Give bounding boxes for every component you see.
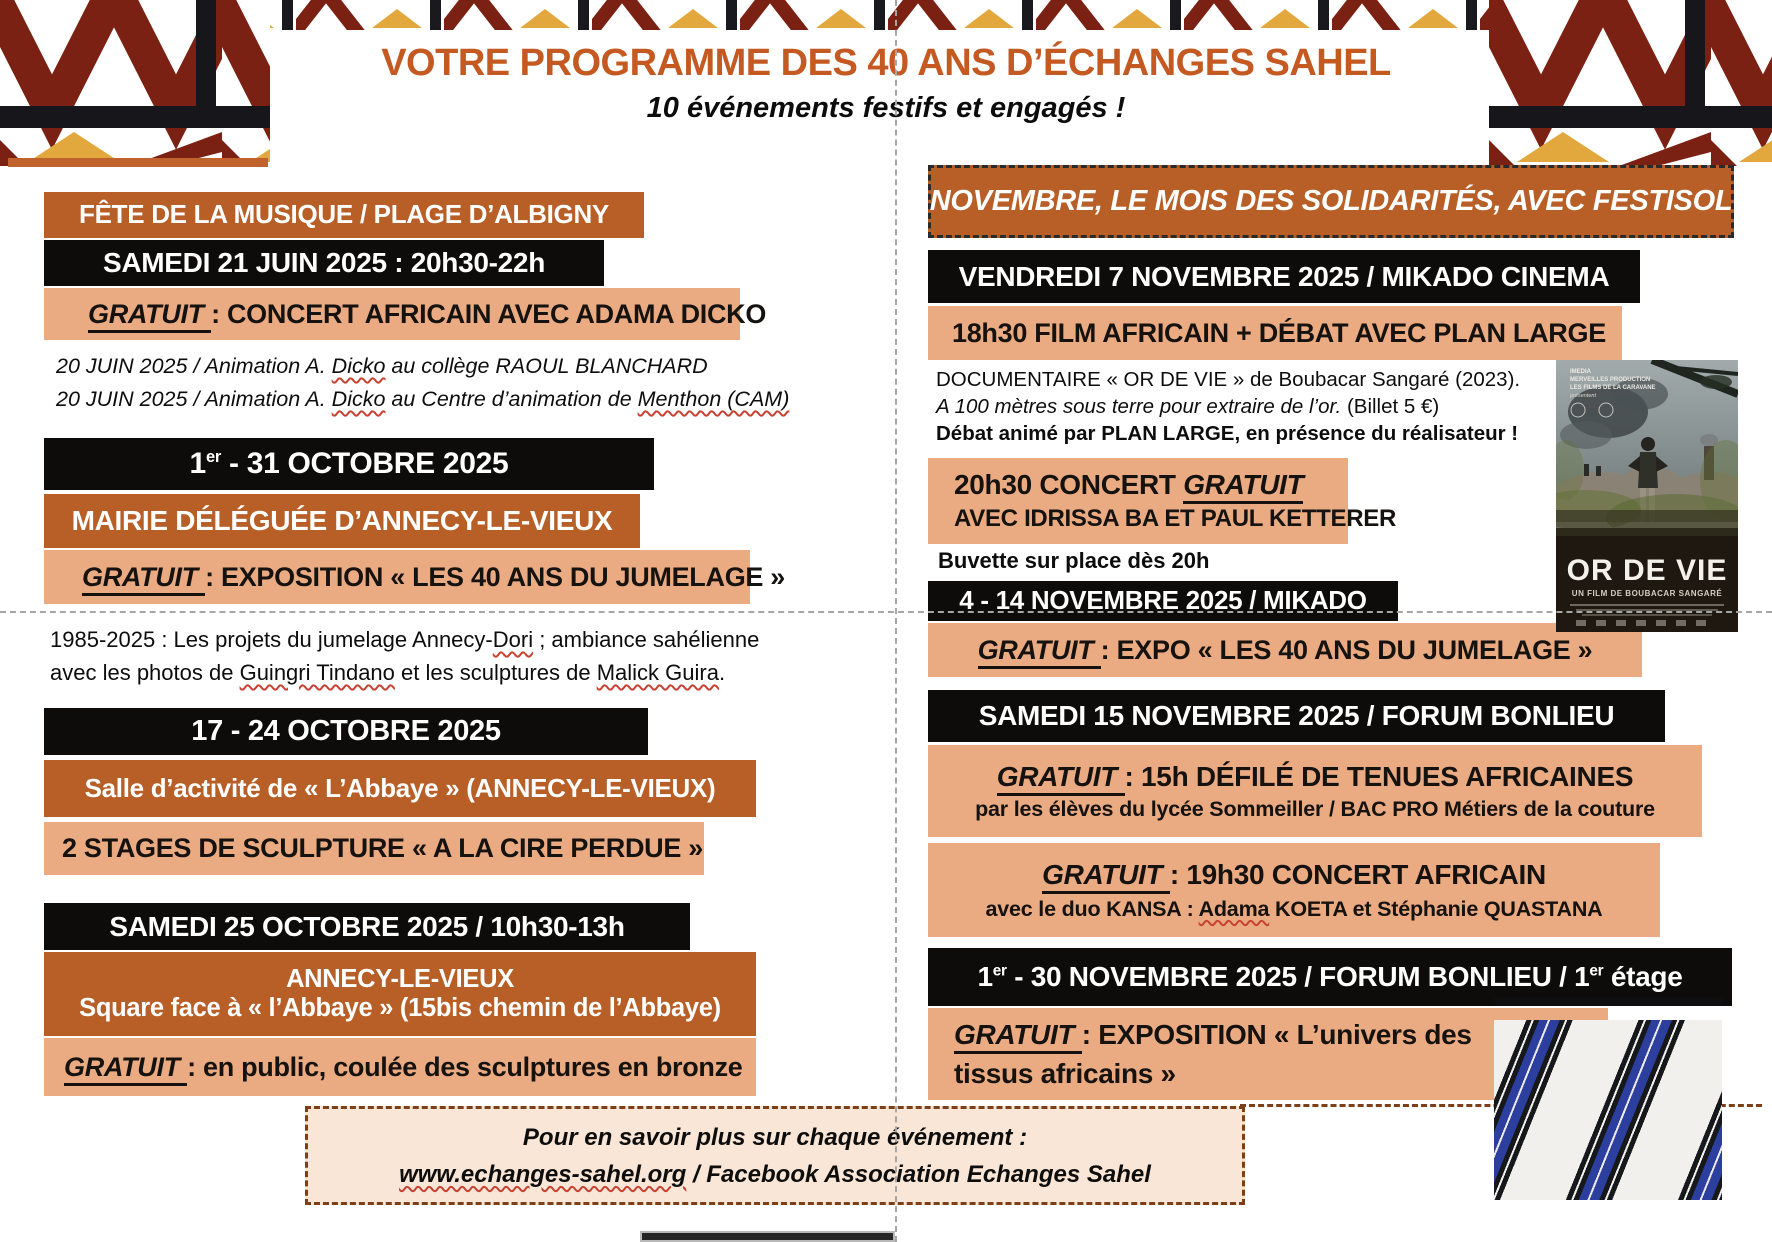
expo-jumelage-date-banner	[44, 438, 654, 490]
or-de-vie-poster	[1556, 360, 1738, 632]
poster-credit-1: IMEDIA	[1570, 369, 1591, 375]
doc-line-3: Débat animé par PLAN LARGE, en présence du réalisateur !	[936, 422, 1519, 445]
defile-banner	[928, 745, 1702, 837]
fold-line-horizontal	[0, 611, 1772, 613]
fete-note-2: 20 JUIN 2025 / Animation A. Dicko au Centre d’animation de Menthon (CAM)	[56, 387, 790, 411]
poster-credit-4: présentent	[1570, 393, 1596, 399]
film-banner	[928, 306, 1622, 360]
defile-line1: GRATUIT : 15h DÉFILÉ DE TENUES AFRICAINES	[997, 761, 1633, 792]
bottom-page-edge-bar	[640, 1231, 895, 1242]
african-fabric-photo	[1494, 1020, 1722, 1200]
fold-line-vertical	[895, 0, 897, 1242]
bonlieu-date-label: SAMEDI 15 NOVEMBRE 2025 / FORUM BONLIEU	[978, 700, 1615, 732]
stages-venue-label: Salle d’activité de « L’Abbaye » (ANNECY-LE-VIEUX)	[84, 772, 716, 803]
expo-jumelage-date-label: 1er - 31 OCTOBRE 2025	[189, 447, 509, 481]
buvette-note: Buvette sur place dès 20h	[938, 548, 1210, 573]
expo-tissus-line1: GRATUIT : EXPOSITION « L’univers des	[954, 1019, 1472, 1050]
expo-jumelage-description	[50, 623, 759, 689]
expo-jumelage-venue-label: MAIRIE DÉLÉGUÉE D’ANNECY-LE-VIEUX	[71, 505, 613, 537]
fete-note-1: 20 JUIN 2025 / Animation A. Dicko au collège RAOUL BLANCHARD	[56, 354, 708, 378]
page-subtitle: 10 événements festifs et engagés !	[646, 92, 1126, 124]
mikado-cinema-date-label: VENDREDI 7 NOVEMBRE 2025 / MIKADO CINEMA	[958, 260, 1610, 292]
fete-venue-banner	[44, 192, 644, 238]
expo-jumelage-desc-2: avec les photos de Guingri Tindano et les sculptures de Malick Guira.	[50, 660, 726, 685]
festisol-label: NOVEMBRE, LE MOIS DES SOLIDARITÉS, AVEC FESTISOL	[929, 185, 1733, 218]
footer-line-2: www.echanges-sahel.org / Facebook Association Echanges Sahel	[399, 1160, 1151, 1188]
bonlieu-date-banner	[928, 690, 1665, 742]
concert-kansa-line1: GRATUIT : 19h30 CONCERT AFRICAIN	[1042, 859, 1546, 890]
mikado-expo-date-label: 4 - 14 NOVEMBRE 2025 / MIKADO	[959, 585, 1367, 616]
fete-notes	[56, 350, 789, 416]
stages-offer-label: 2 STAGES DE SCULPTURE « A LA CIRE PERDUE »	[62, 833, 704, 864]
expo-jumelage-venue-banner	[44, 494, 640, 548]
concert-kansa-banner	[928, 843, 1660, 937]
coulee-offer-banner	[44, 1038, 756, 1096]
doc-line-1: DOCUMENTAIRE « OR DE VIE » de Boubacar Sangaré (2023).	[936, 368, 1521, 391]
expo-jumelage-offer-label: GRATUIT : EXPOSITION « LES 40 ANS DU JUMELAGE »	[82, 562, 785, 592]
defile-line2: par les élèves du lycée Sommeiller / BAC PRO Métiers de la couture	[975, 797, 1655, 822]
poster-byline: UN FILM DE BOUBACAR SANGARÉ	[1571, 589, 1723, 598]
fete-offer-label: GRATUIT : CONCERT AFRICAIN AVEC ADAMA DICKO	[88, 299, 766, 329]
coulee-venue-line2: Square face à « l’Abbaye » (15bis chemin de l’Abbaye)	[79, 994, 721, 1022]
page-title: VOTRE PROGRAMME DES 40 ANS D’ÉCHANGES SAHEL	[381, 42, 1391, 84]
mikado-cinema-date-banner	[928, 250, 1640, 303]
coulee-venue-line1: ANNECY-LE-VIEUX	[286, 965, 514, 994]
concert-2030-line1: 20h30 CONCERT GRATUIT	[954, 469, 1303, 500]
festisol-banner	[928, 165, 1734, 238]
fabric-photo-top-stripe	[1494, 997, 1723, 1006]
film-label: 18h30 FILM AFRICAIN + DÉBAT AVEC PLAN LARGE	[952, 317, 1606, 348]
expo-tissus-line2: tissus africains »	[954, 1058, 1176, 1089]
concert-2030-banner	[928, 458, 1396, 544]
stages-date-banner	[44, 708, 648, 755]
doc-line-2: A 100 mètres sous terre pour extraire de l’or. (Billet 5 €)	[936, 395, 1440, 418]
coulee-date-banner	[44, 903, 690, 950]
fete-venue-label: FÊTE DE LA MUSIQUE / PLAGE D’ALBIGNY	[79, 199, 609, 230]
expo-jumelage-offer-banner	[44, 550, 786, 604]
poster-credit-2: MERVEILLES PRODUCTION	[1570, 377, 1651, 383]
expo-tissus-date-label: 1er - 30 NOVEMBRE 2025 / FORUM BONLIEU / 1er étage	[977, 961, 1683, 993]
mikado-expo-date-banner	[928, 581, 1398, 621]
footer-line-1: Pour en savoir plus sur chaque événement :	[522, 1123, 1028, 1151]
concert-2030-line2: AVEC IDRISSA BA ET PAUL KETTERER	[954, 505, 1396, 533]
fete-offer-banner	[44, 288, 767, 340]
mudcloth-orange-strip	[8, 158, 268, 167]
poster-credit-3: LES FILMS DE LA CARAVANE	[1570, 385, 1656, 391]
footer-info-box	[305, 1106, 1245, 1205]
poster-title: OR DE VIE	[1566, 554, 1728, 587]
coulee-offer-label: GRATUIT : en public, coulée des sculptures en bronze	[64, 1052, 743, 1082]
stages-date-label: 17 - 24 OCTOBRE 2025	[191, 715, 501, 748]
mikado-expo-offer-label: GRATUIT : EXPO « LES 40 ANS DU JUMELAGE »	[978, 635, 1593, 665]
fete-date-banner	[44, 240, 604, 286]
coulee-date-label: SAMEDI 25 OCTOBRE 2025 / 10h30-13h	[109, 910, 625, 942]
stages-offer-banner	[44, 822, 704, 875]
expo-jumelage-desc-1: 1985-2025 : Les projets du jumelage Annecy-Dori ; ambiance sahélienne	[50, 627, 760, 652]
fete-date-label: SAMEDI 21 JUIN 2025 : 20h30-22h	[102, 247, 545, 279]
documentary-description	[936, 366, 1520, 447]
coulee-venue-banner	[44, 952, 756, 1036]
stages-venue-banner	[44, 760, 756, 817]
mikado-expo-offer-banner	[928, 623, 1642, 677]
concert-kansa-line2: avec le duo KANSA : Adama KOETA et Stéphanie QUASTANA	[985, 896, 1603, 921]
